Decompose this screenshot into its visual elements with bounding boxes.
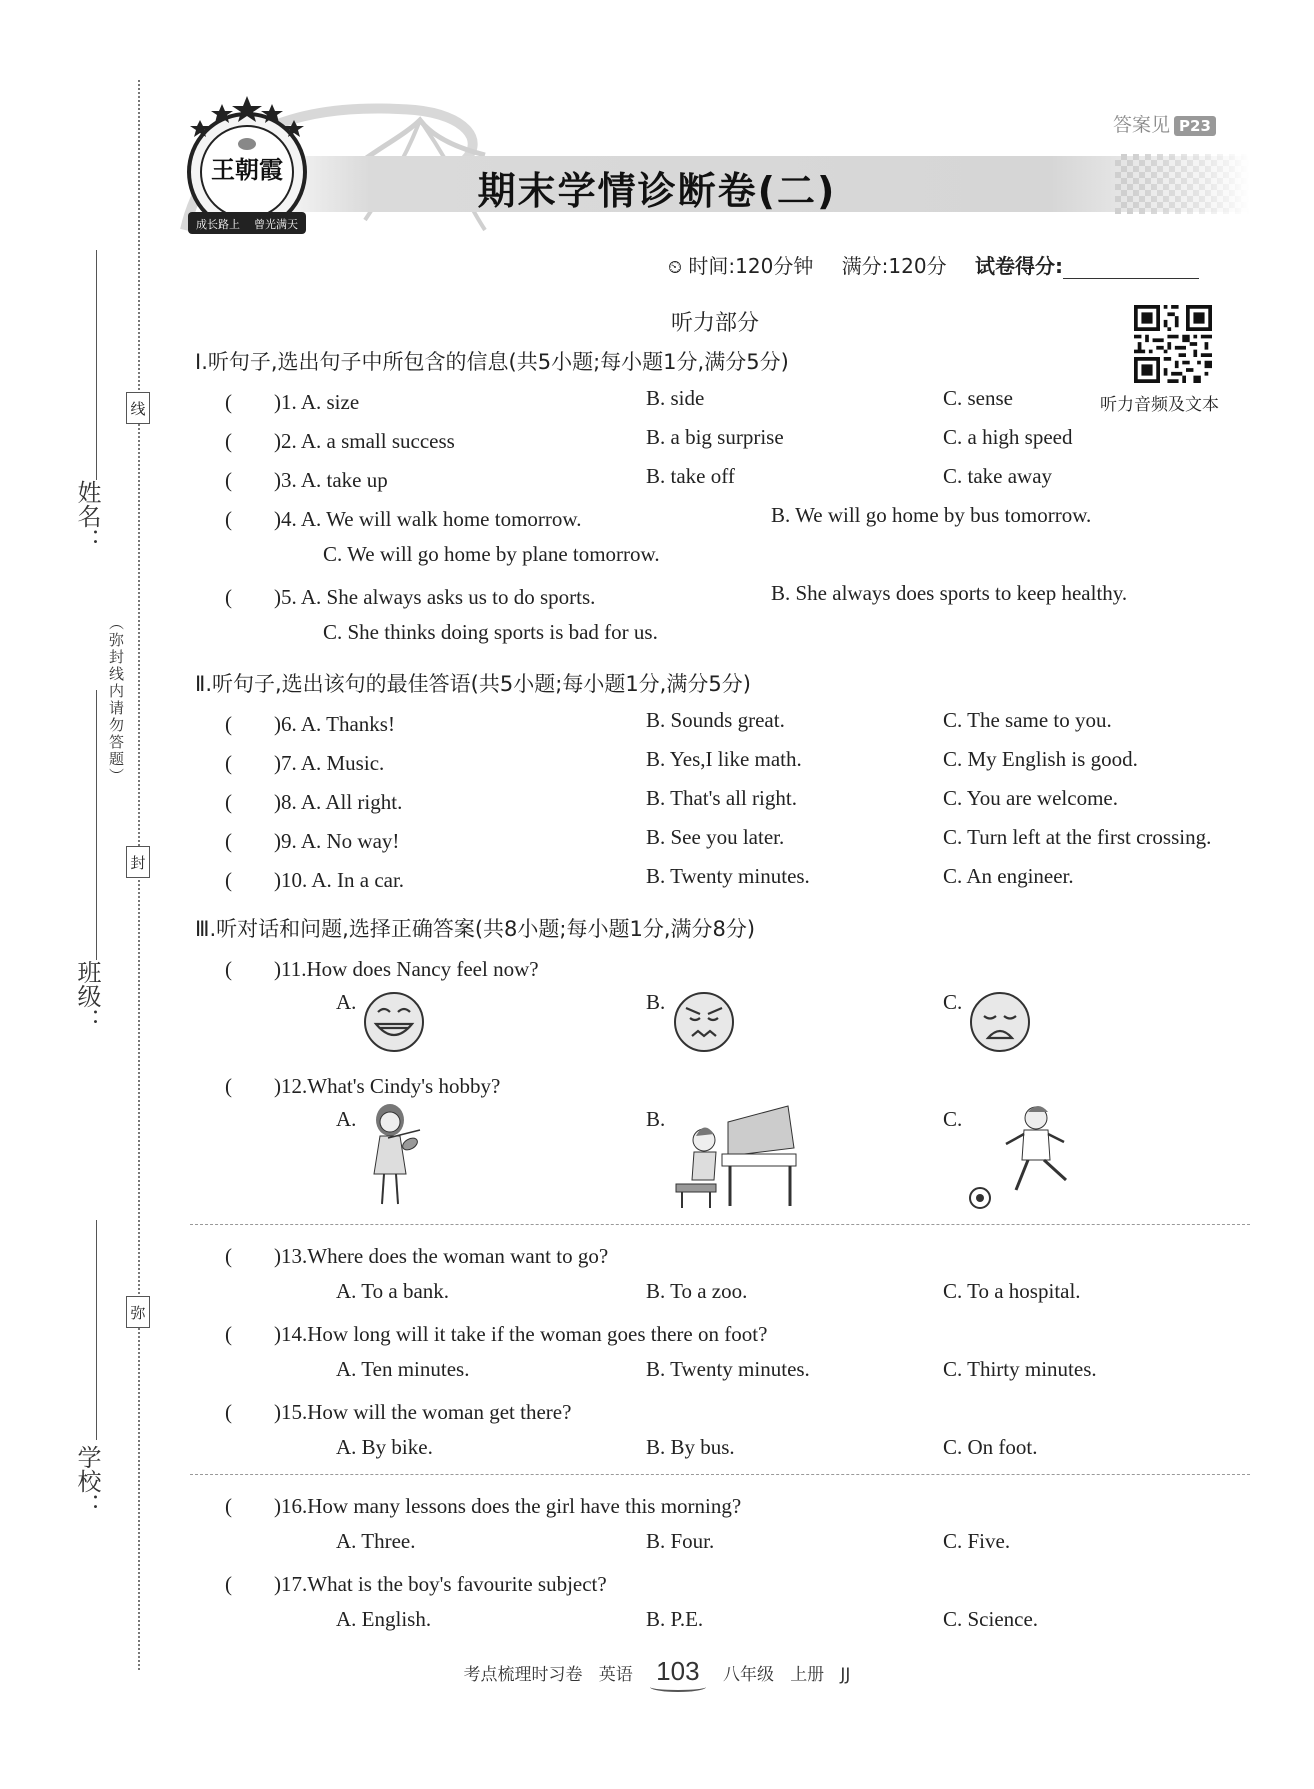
question-9-option-b[interactable]: B. See you later. [646, 825, 785, 849]
question-11 [225, 953, 539, 983]
question-15-option-c[interactable]: C. On foot. [943, 1435, 1038, 1459]
question-16-option-a[interactable]: A. Three. [336, 1529, 416, 1553]
question-12-option-c-label[interactable]: C. [943, 1107, 963, 1131]
question-number: ( )9. [225, 829, 297, 853]
question-1-option-b[interactable]: B. side [646, 386, 705, 410]
sad-face-icon[interactable] [968, 990, 1032, 1054]
school-label: 学校： [73, 1445, 101, 1517]
logo-brand: 王朝霞 [211, 155, 283, 184]
question-16 [225, 1490, 741, 1520]
question-14-option-a[interactable]: A. Ten minutes. [336, 1357, 470, 1381]
section-2-heading: Ⅱ.听句子,选出该句的最佳答语(共5小题;每小题1分,满分5分) [195, 672, 751, 696]
dashed-divider [190, 1224, 1250, 1225]
question-number: ( )15. [225, 1400, 308, 1424]
class-label: 班级： [73, 960, 101, 1032]
page-number: 103 [656, 1656, 700, 1686]
question-5[interactable] [225, 581, 595, 611]
option-a[interactable]: A. In a car. [311, 868, 405, 892]
footer-volume: 上册 [790, 1665, 825, 1685]
question-number: ( )12. [225, 1074, 308, 1098]
question-12-option-a-label[interactable]: A. [336, 1107, 357, 1131]
question-7-option-b[interactable]: B. Yes,I like math. [646, 747, 802, 771]
class-blank-line[interactable] [96, 690, 97, 960]
question-11-option-c-label[interactable]: C. [943, 990, 963, 1014]
question-15 [225, 1396, 571, 1426]
question-17-option-a[interactable]: A. English. [336, 1607, 432, 1631]
question-number: ( )5. [225, 585, 297, 609]
question-10-option-b[interactable]: B. Twenty minutes. [646, 864, 810, 888]
logo-banner-left: 成长路上 [196, 218, 240, 231]
question-number: ( )13. [225, 1244, 308, 1268]
question-text: How will the woman get there? [307, 1400, 572, 1424]
page-footer [0, 1656, 1314, 1687]
question-text: What's Cindy's hobby? [307, 1074, 501, 1098]
option-a[interactable]: A. take up [300, 468, 388, 492]
score-label: 试卷得分: [974, 254, 1063, 278]
footer-subject: 英语 [598, 1665, 633, 1685]
question-number: ( )2. [225, 429, 297, 453]
question-5-option-b[interactable]: B. She always does sports to keep healthy. [771, 581, 1128, 605]
question-text: Where does the woman want to go? [307, 1244, 609, 1268]
question-6[interactable] [225, 708, 395, 738]
exam-time: 时间:120分钟 [688, 254, 814, 278]
listening-section-title: 听力部分 [670, 311, 759, 336]
option-a[interactable]: A. No way! [300, 829, 400, 853]
question-3[interactable] [225, 464, 388, 494]
question-1[interactable] [225, 386, 359, 416]
question-number: ( )6. [225, 712, 297, 736]
section-1-heading: Ⅰ.听句子,选出句子中所包含的信息(共5小题;每小题1分,满分5分) [195, 350, 789, 374]
footer-book: 考点梳理时习卷 [463, 1665, 583, 1685]
question-11-option-b-label[interactable]: B. [646, 990, 666, 1014]
question-10-option-c[interactable]: C. An engineer. [943, 864, 1074, 888]
question-4-option-b[interactable]: B. We will go home by bus tomorrow. [771, 503, 1092, 527]
question-12 [225, 1070, 500, 1100]
question-14 [225, 1318, 767, 1348]
question-number: ( )7. [225, 751, 297, 775]
question-9-option-c[interactable]: C. Turn left at the first crossing. [943, 825, 1212, 849]
question-number: ( )4. [225, 507, 297, 531]
qr-caption: 听力音频及文本 [1100, 395, 1219, 415]
question-17-option-c[interactable]: C. Science. [943, 1607, 1039, 1631]
question-6-option-b[interactable]: B. Sounds great. [646, 708, 785, 732]
question-7[interactable] [225, 747, 384, 777]
option-a[interactable]: A. We will walk home tomorrow. [300, 507, 582, 531]
school-blank-line[interactable] [96, 1220, 97, 1440]
option-a[interactable]: A. Thanks! [300, 712, 395, 736]
answer-page-badge: P23 [1174, 116, 1216, 136]
question-2-option-c[interactable]: C. a high speed [943, 425, 1073, 449]
exam-title: 期末学情诊断卷(二) [477, 169, 837, 213]
happy-face-icon[interactable] [362, 990, 426, 1054]
question-13-option-b[interactable]: B. To a zoo. [646, 1279, 748, 1303]
question-2-option-b[interactable]: B. a big surprise [646, 425, 784, 449]
angry-face-icon[interactable] [672, 990, 736, 1054]
question-number: ( )17. [225, 1572, 308, 1596]
option-a[interactable]: A. a small success [300, 429, 455, 453]
question-number: ( )16. [225, 1494, 308, 1518]
question-number: ( )11. [225, 957, 307, 981]
option-a[interactable]: A. All right. [300, 790, 403, 814]
question-11-option-a-label[interactable]: A. [336, 990, 357, 1014]
answer-reference [1113, 110, 1216, 137]
question-text: How many lessons does the girl have this morning? [307, 1494, 742, 1518]
seal-line-box: 线 [126, 392, 150, 424]
question-16-option-b[interactable]: B. Four. [646, 1529, 715, 1553]
option-a[interactable]: A. Music. [300, 751, 385, 775]
question-9[interactable] [225, 825, 399, 855]
girl-piano-icon[interactable] [668, 1100, 798, 1212]
question-14-option-c[interactable]: C. Thirty minutes. [943, 1357, 1097, 1381]
question-5-option-c[interactable]: C. She thinks doing sports is bad for us. [323, 620, 658, 644]
question-17-option-b[interactable]: B. P.E. [646, 1607, 704, 1631]
question-15-option-a[interactable]: A. By bike. [336, 1435, 433, 1459]
question-number: ( )1. [225, 390, 297, 414]
question-number: ( )14. [225, 1322, 308, 1346]
question-number: ( )8. [225, 790, 297, 814]
question-text: How does Nancy feel now? [306, 957, 539, 981]
exam-full-score: 满分:120分 [841, 254, 947, 278]
question-number: ( )10. [225, 868, 308, 892]
question-number: ( )3. [225, 468, 297, 492]
footer-edition: JJ [840, 1665, 851, 1685]
answer-ref-label: 答案见 [1113, 114, 1171, 136]
question-7-option-c[interactable]: C. My English is good. [943, 747, 1138, 771]
question-3-option-b[interactable]: B. take off [646, 464, 735, 488]
question-17 [225, 1568, 607, 1598]
name-label: 姓名： [73, 480, 101, 552]
clock-icon: ⏲ [668, 257, 683, 278]
question-14-option-b[interactable]: B. Twenty minutes. [646, 1357, 810, 1381]
footer-grade: 八年级 [722, 1665, 774, 1685]
seal-dense-box: 弥 [126, 1296, 150, 1328]
dashed-divider [190, 1474, 1250, 1475]
option-a[interactable]: A. She always asks us to do sports. [300, 585, 596, 609]
question-13 [225, 1240, 608, 1270]
name-blank-line[interactable] [96, 250, 97, 480]
girl-football-icon[interactable] [966, 1100, 1090, 1212]
question-4-option-c[interactable]: C. We will go home by plane tomorrow. [323, 542, 660, 566]
option-a[interactable]: A. size [300, 390, 360, 414]
question-10[interactable] [225, 864, 404, 894]
seal-seal-box: 封 [126, 846, 150, 878]
question-8-option-c[interactable]: C. You are welcome. [943, 786, 1118, 810]
question-text: What is the boy's favourite subject? [307, 1572, 607, 1596]
question-16-option-c[interactable]: C. Five. [943, 1529, 1011, 1553]
question-8-option-b[interactable]: B. That's all right. [646, 786, 797, 810]
section-3-heading: Ⅲ.听对话和问题,选择正确答案(共8小题;每小题1分,满分8分) [195, 917, 756, 941]
question-13-option-a[interactable]: A. To a bank. [336, 1279, 450, 1303]
question-15-option-b[interactable]: B. By bus. [646, 1435, 735, 1459]
girl-violin-icon[interactable] [358, 1100, 428, 1212]
question-13-option-c[interactable]: C. To a hospital. [943, 1279, 1081, 1303]
question-text: How long will it take if the woman goes there on foot? [307, 1322, 768, 1346]
question-8[interactable] [225, 786, 402, 816]
exam-info-line [668, 250, 1199, 279]
question-3-option-c[interactable]: C. take away [943, 464, 1053, 488]
seal-note: （弥封线内请勿答题） [107, 615, 125, 785]
question-12-option-b-label[interactable]: B. [646, 1107, 666, 1131]
logo-banner-right: 曾光满天 [254, 218, 298, 231]
score-input-blank[interactable] [1063, 258, 1199, 279]
question-2[interactable] [225, 425, 455, 455]
question-6-option-c[interactable]: C. The same to you. [943, 708, 1112, 732]
question-1-option-c[interactable]: C. sense [943, 386, 1013, 410]
qr-code-icon[interactable] [1134, 305, 1212, 383]
question-4[interactable] [225, 503, 581, 533]
